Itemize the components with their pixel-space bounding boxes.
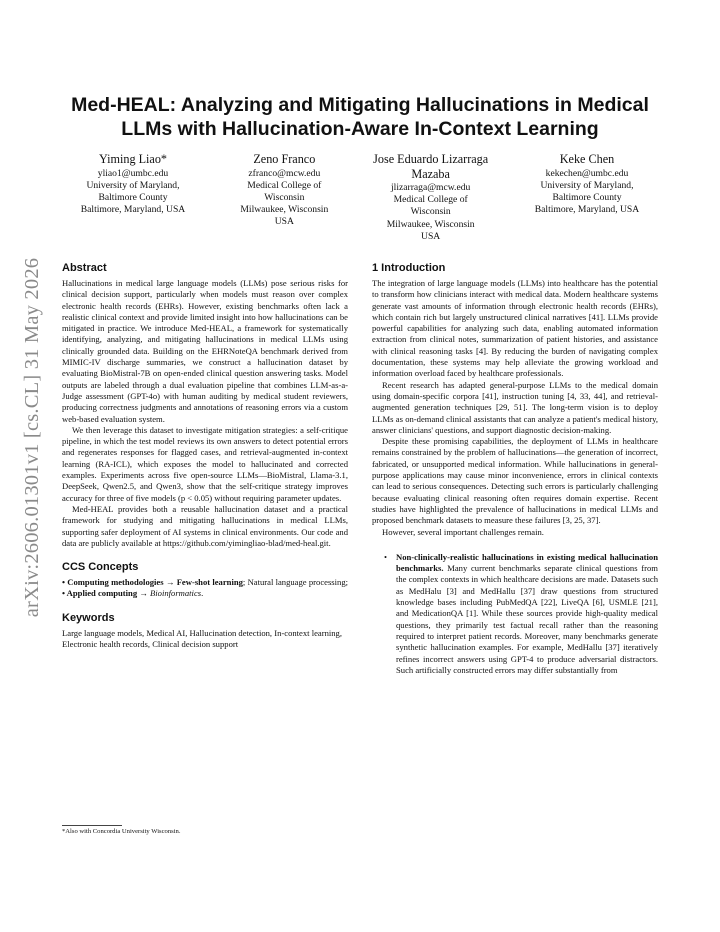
challenge-list (372, 552, 658, 676)
author-affiliation: Wisconsin (410, 206, 451, 218)
author-country: USA (421, 230, 441, 242)
author-affiliation: Baltimore County (552, 191, 622, 203)
author-name: Keke Chen (559, 152, 615, 166)
author-location: Milwaukee, Wisconsin (240, 204, 329, 216)
author-affiliation: University of Maryland, (540, 179, 634, 191)
author-affiliation: University of Maryland, (86, 179, 180, 191)
author-2 (219, 152, 349, 243)
author-affiliation: Wisconsin (264, 191, 305, 203)
author-1 (58, 152, 208, 243)
author-3 (361, 152, 501, 243)
footnote-rule (62, 825, 122, 826)
author-email: jlizarraga@mcw.edu (390, 182, 471, 193)
footnote: *Also with Concordia University Wisconsin. (62, 828, 181, 835)
author-location: Baltimore, Maryland, USA (80, 204, 186, 216)
author-location: Milwaukee, Wisconsin (386, 218, 475, 230)
author-block (58, 152, 662, 243)
author-affiliation: Medical College of (393, 194, 468, 206)
abstract-heading: Abstract (62, 262, 107, 274)
author-affiliation: Baltimore County (98, 191, 168, 203)
author-email: zfranco@mcw.edu (248, 167, 321, 179)
author-name: Yiming Liao* (98, 152, 168, 166)
author-4 (512, 152, 662, 243)
author-email: kekechen@umbc.edu (545, 167, 629, 179)
arxiv-stamp: arXiv:2606.01301v1 [cs.CL] 31 May 2026 (21, 257, 44, 617)
abstract-paragraph: Med-HEAL provides both a reusable hallucination dataset and a practical framework for studying and mitigating hallucinations in medical LLMs, supporting safer deployment of AI systems in clinical environments. Our code and data are publicly available at https://github.com/yimingliao-blad/med-heal.git. (62, 503, 348, 548)
author-country: USA (274, 216, 294, 228)
ccs-concepts: • Computing methodologies → Few-shot learning; Natural language processing; • Applied computing → Bioinformatics. (62, 577, 348, 599)
right-column (372, 262, 658, 676)
abstract-paragraph: We then leverage this dataset to investigate mitigation strategies: a self-critique pipeline, in which the test model reviews its own answers to detect potential errors and regenerates responses for flagged cases, and retrieval-augmented in-context learning (RA-ICL), which exposes the model to hallucinated and corrected examples. Experiments across five open-source LLMs—BioMistral, Llama-3.1, DeepSeek, Qwen2.5, and Qwen3, show that the self-critique strategy improves accuracy for three of five models (p < 0.05) without requiring parameter updates. (62, 424, 348, 503)
keywords-text: Large language models, Medical AI, Hallucination detection, In-context learning, Electronic health records, Clinical decision support (62, 627, 342, 650)
author-location: Baltimore, Maryland, USA (534, 204, 640, 216)
ccs-heading: CCS Concepts (62, 561, 139, 574)
introduction-heading: 1 Introduction (372, 262, 446, 274)
author-name: Zeno Franco (253, 152, 316, 166)
keywords-heading: Keywords (62, 611, 115, 624)
author-name: Jose Eduardo Lizarraga Mazaba (373, 152, 489, 181)
intro-paragraph: Despite these promising capabilities, the deployment of LLMs in healthcare remains constrained by the problem of hallucinations—the generation of incorrect, fabricated, or unsupported medical information. While hallucinations in general-purpose applications may cause minor inconvenience, errors in clinical contexts can lead to serious consequences. Detecting such errors is particularly challenging because evaluating clinical reasoning often requires domain expertise. Recent studies have highlighted the prevalence of hallucinations in medical LLMs and proposed benchmark datasets to measure these failures [3, 25, 37]. (372, 436, 658, 526)
abstract-paragraph: Hallucinations in medical large language models (LLMs) pose serious risks for clinical decision support, particularly when models must reason over complex electronic health records (EHRs). However, existing benchmarks often lack a realistic clinical context and provide limited insight into how hallucinations can be mitigated in practice. We introduce Med-HEAL, a framework for systematically identifying, analyzing, and mitigating hallucinations in medical LLMs using clinically grounded data. Building on the EHRNoteQA benchmark derived from MIMIC-IV discharge summaries, we construct a hallucination dataset by evaluating BioMistral-7B on open-ended clinical question answering tasks. Model outputs are labeled through a dual evaluation pipeline that combines LLM-as-a-Judge assessment (GPT-4o) with human auditing by medical student reviewers, producing correctness judgments and annotations of reasoning errors via a custom web-based evaluation system. (62, 278, 348, 424)
intro-paragraph: Recent research has adapted general-purpose LLMs to the medical domain using domain-specific corpora [41], instruction tuning [4, 33, 44], and retrieval-augmented generation techniques [29, 51]. The long-term vision is to deploy LLMs as on-demand clinical assistants that can analyze a patient's medical history, answer clinicians' questions, and support diagnostic decision-making. (372, 379, 658, 435)
intro-paragraph: The integration of large language models (LLMs) into healthcare has the potential to transform how clinicians interact with medical data. Modern healthcare systems generate vast amounts of information through electronic health records (EHRs), which contain rich but largely unstructured clinical narratives [41]. LLMs provide powerful capabilities for analyzing such data, enabling automated information extraction from clinical notes, summarization of patient histories, and assistance with clinical reasoning tasks [4]. By reducing the burden of navigating complex documentation, these systems may help alleviate the growing workload and information overload faced by healthcare professionals. (372, 278, 658, 379)
author-affiliation: Medical College of (247, 179, 322, 191)
left-column (62, 262, 348, 650)
intro-paragraph: However, several important challenges remain. (382, 526, 544, 537)
author-email: yliao1@umbc.edu (97, 167, 169, 179)
list-item: • Non-clinically-realistic hallucinations in existing medical hallucination benchmarks. Many current benchmarks separate clinical questions from the complex contexts in which healthcare decisions are made. Datasets such as MedHalu [3] and MedHallu [37] draw questions from structured knowledge bases including PubMedQA [22], LiveQA [6], USMLE [21], and MedicationQA [1]. While these sources provide high-quality medical questions, they primarily test factual recall rather than the reasoning required to interpret patient records. Moreover, many benchmarks generate synthetic hallucination examples. For example, MedHallu [37] iteratively refines incorrect answers using GPT-4 to produce adversarial distractors. Such artificially constructed errors may differ substantially from (384, 552, 658, 676)
paper-title: Med-HEAL: Analyzing and Mitigating Hallucinations in Medical LLMs with Hallucination-Aware In-Context Learning (71, 94, 649, 140)
